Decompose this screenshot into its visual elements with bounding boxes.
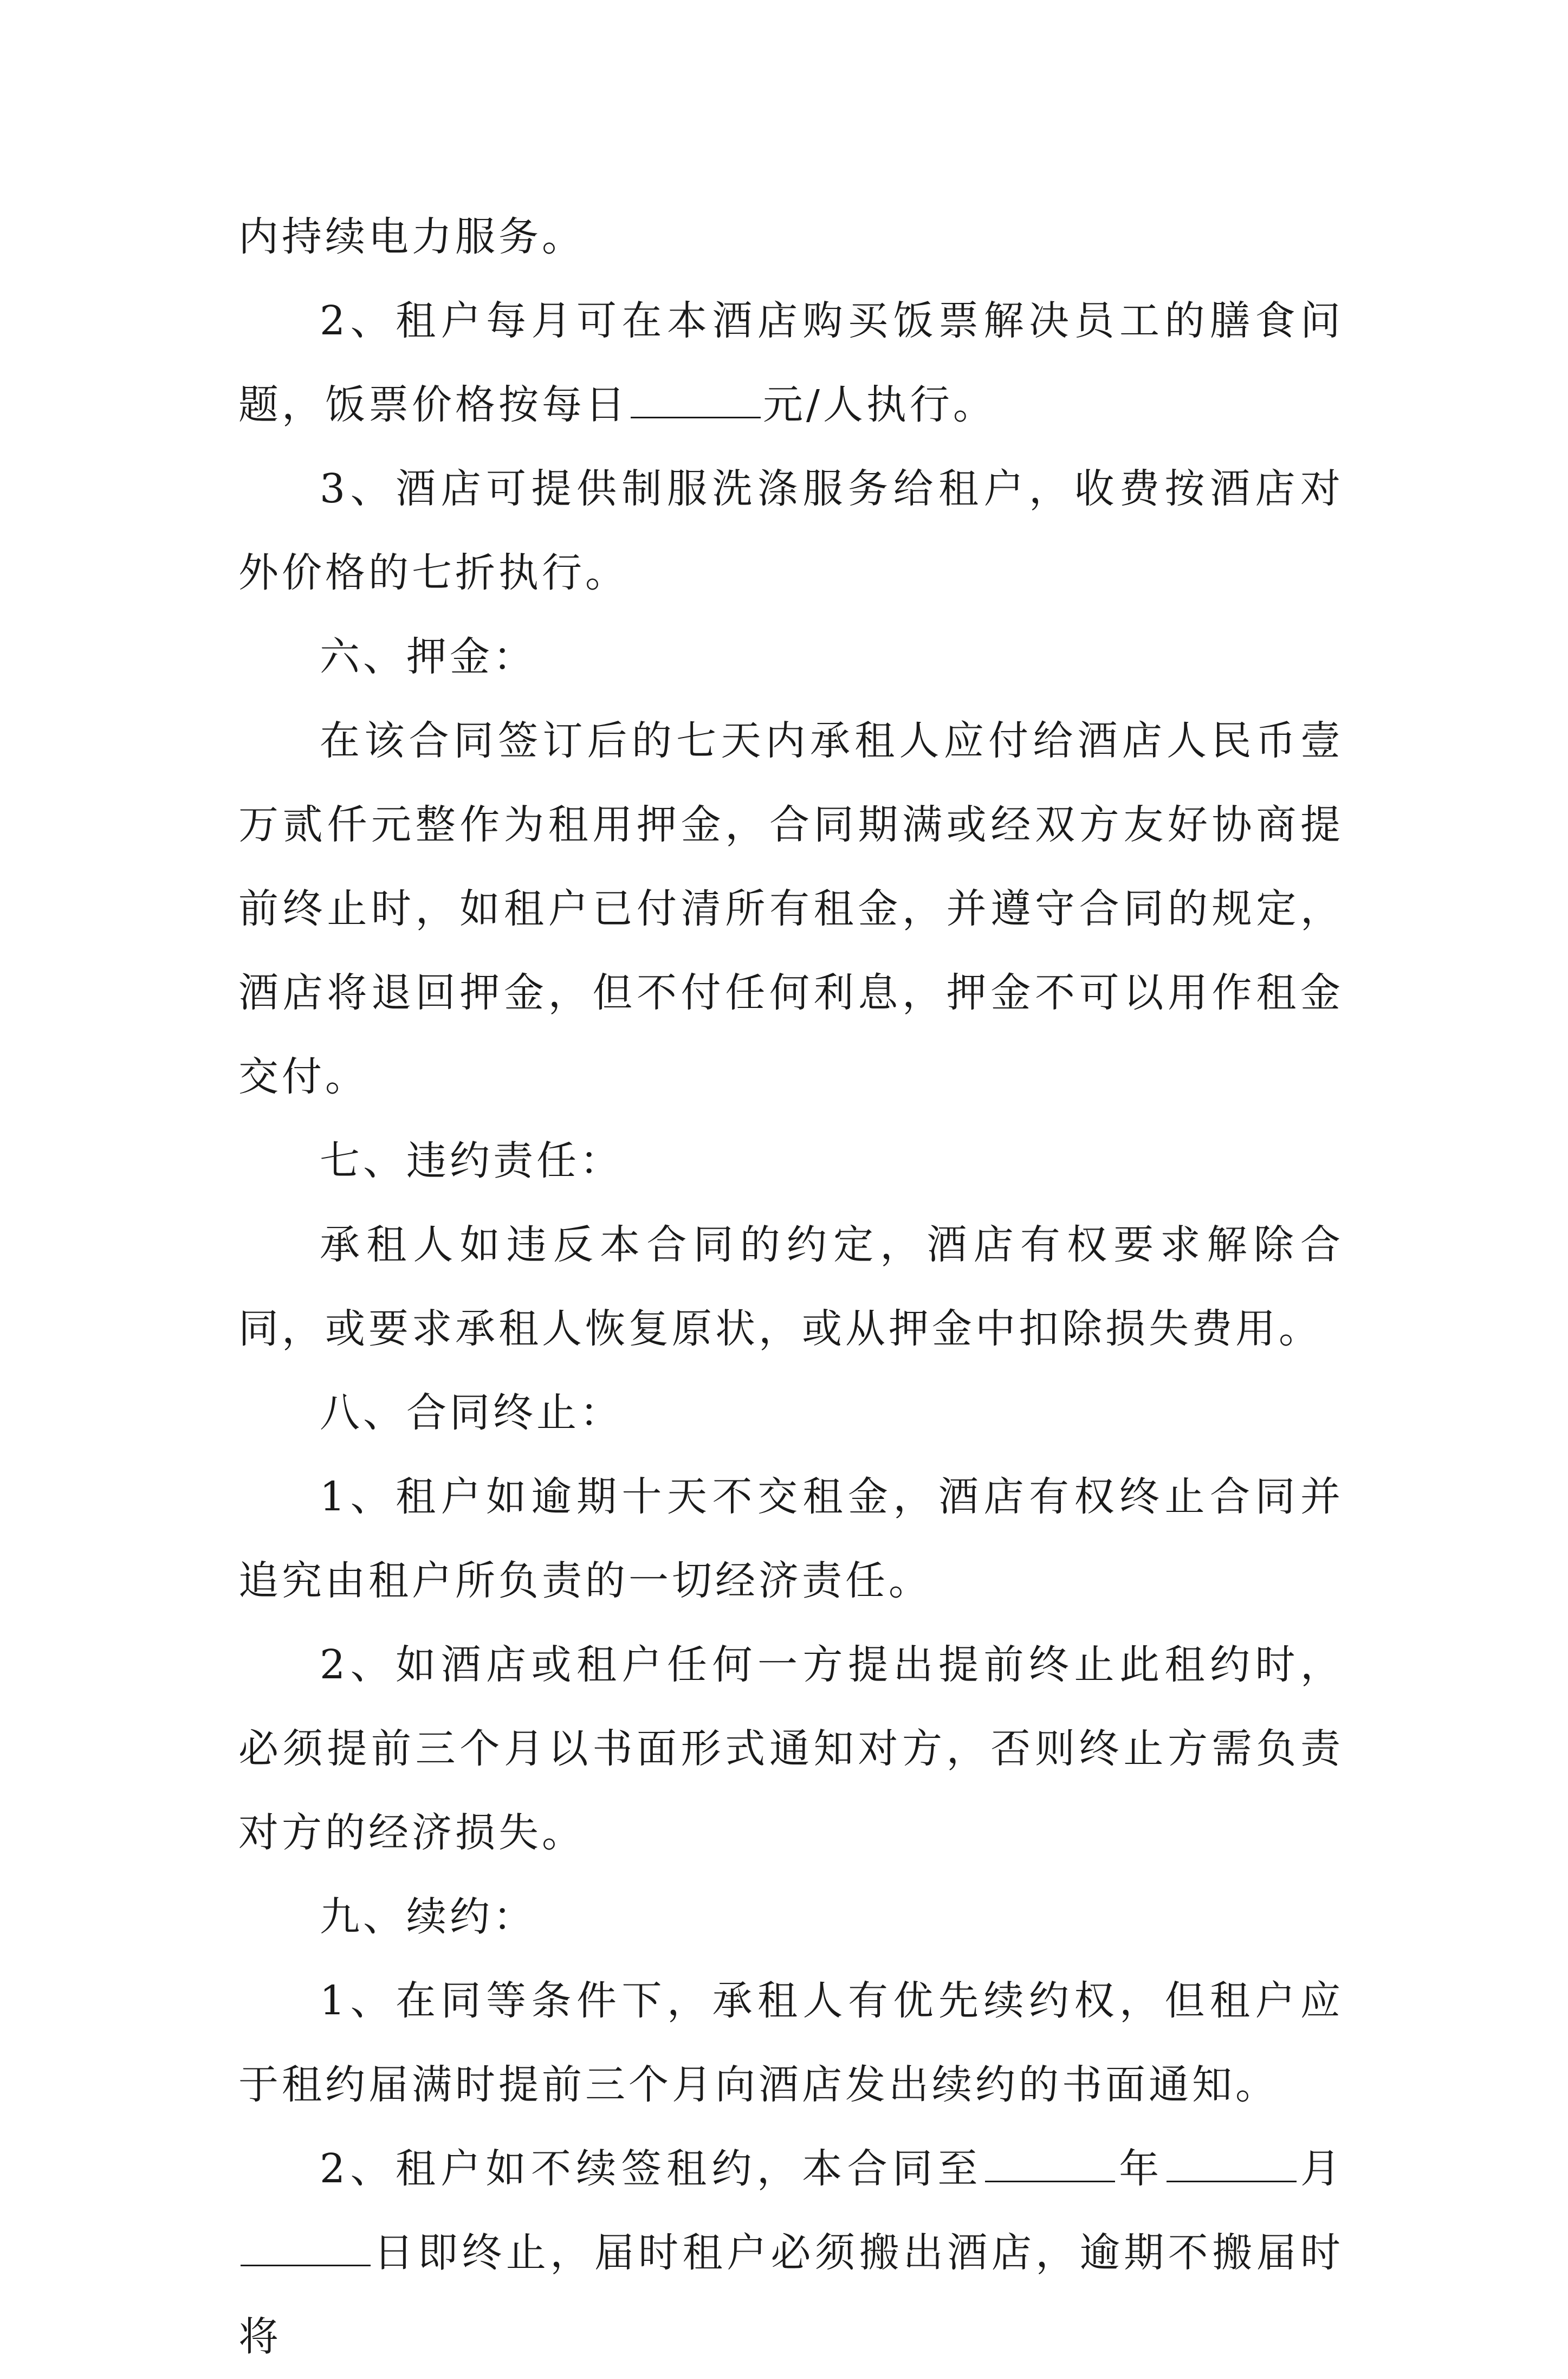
paragraph-deposit-terms: 在该合同签订后的七天内承租人应付给酒店人民币壹万贰仟元整作为租用押金，合同期满或经双方友好协商提前终止时，如租户已付清所有租金，并遵守合同的规定，酒店将退回押金，但不付任何利息，押金不可以用作租金交付。 (238, 717, 1344, 1100)
heading-renewal: 九、续约： (320, 1893, 536, 1940)
paragraph-termination-overdue: 1、租户如逾期十天不交租金，酒店有权终止合同并追究由租户所负责的一切经济责任。 (238, 1473, 1344, 1604)
paragraph-meal-tickets (238, 279, 1344, 447)
meal-ticket-text-part-2: 元/人执行。 (763, 382, 996, 428)
paragraph-breach-terms: 承租人如违反本合同的约定，酒店有权要求解除合同，或要求承租人恢复原状，或从押金中扣除损失费用。 (238, 1221, 1344, 1352)
month-label: 月 (1298, 2145, 1344, 2192)
document-body (238, 195, 1344, 2379)
heading-contract-termination: 八、合同终止： (320, 1389, 623, 1436)
paragraph-termination-notice: 2、如酒店或租户任何一方提出提前终止此租约时，必须提前三个月以书面形式通知对方，否则终止方需负责对方的经济损失。 (238, 1641, 1344, 1856)
non-renewal-text-part-1: 2、租户如不续签租约，本合同至 (320, 2145, 983, 2192)
paragraph-non-renewal (238, 2127, 1344, 2379)
year-blank (985, 2148, 1115, 2182)
meal-ticket-text-part-1: 2、租户每月可在本酒店购买饭票解决员工的膳食问题，饭票价格按每日 (238, 298, 1344, 428)
non-renewal-text-part-2: 日即终止，届时租户必须搬出酒店，逾期不搬届时将 (238, 2229, 1344, 2360)
heading-breach-liability: 七、违约责任： (320, 1137, 623, 1184)
year-label: 年 (1117, 2145, 1164, 2192)
heading-deposit: 六、押金： (320, 633, 536, 680)
paragraph-electric-service: 内持续电力服务。 (238, 214, 585, 260)
paragraph-renewal-priority: 1、在同等条件下，承租人有优先续约权，但租户应于租约届满时提前三个月向酒店发出续约的书面通知。 (238, 1977, 1344, 2108)
day-blank (241, 2232, 371, 2266)
price-blank (631, 384, 761, 418)
paragraph-uniform-laundry: 3、酒店可提供制服洗涤服务给租户，收费按酒店对外价格的七折执行。 (238, 466, 1344, 596)
month-blank (1167, 2148, 1297, 2182)
